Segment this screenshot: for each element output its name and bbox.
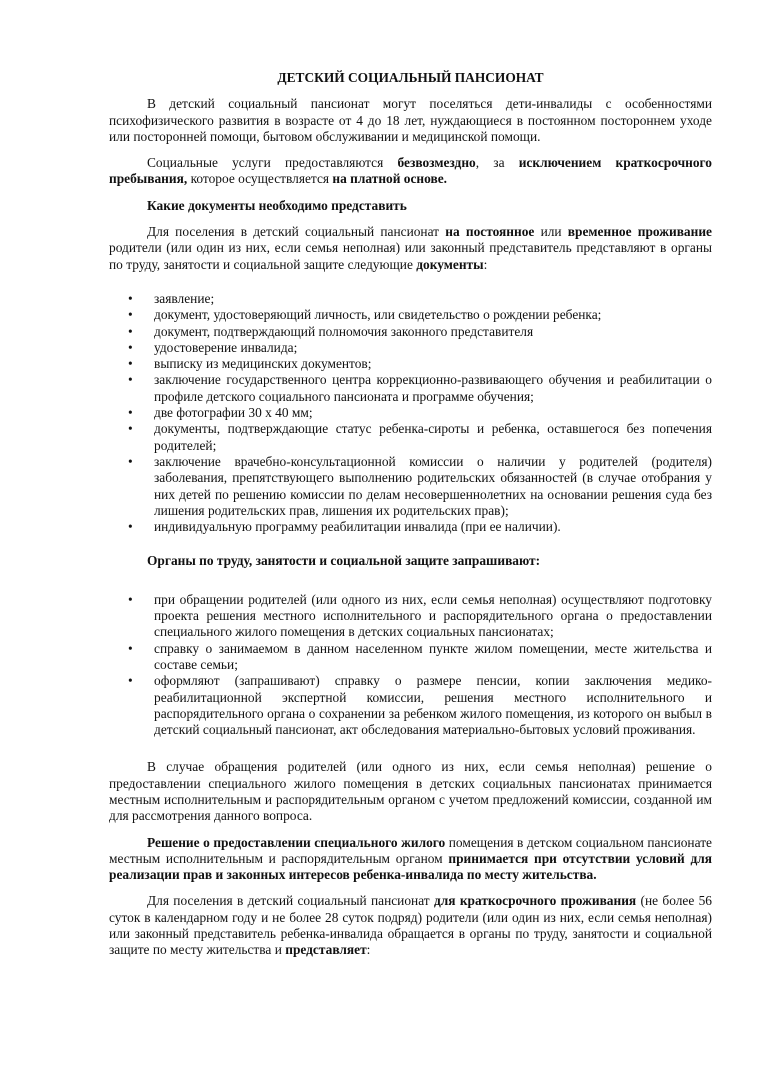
text-run: или (534, 224, 568, 240)
text-run: Для поселения в детский социальный пансионат (147, 224, 446, 240)
page-title: ДЕТСКИЙ СОЦИАЛЬНЫЙ ПАНСИОНАТ (277, 70, 544, 85)
documents-intro-paragraph (109, 224, 712, 273)
list-item: • выписку из медицинских документов; (109, 356, 712, 372)
short-stay-paragraph (109, 893, 712, 958)
list-item: • две фотографии 30 х 40 мм; (109, 405, 712, 421)
list-item: • заключение государственного центра коррекционно-развивающего обучения и реабилитации о профиле детского социального пансионата и программе обучения; (109, 372, 712, 405)
intro-paragraph: В детский социальный пансионат могут поселяться дети-инвалиды с особенностями психофизического развития в возрасте от 4 до 18 лет, нуждающиеся в постоянном постороннем уходе или посторонней помощи, бытовом обслуживании и медицинской помощи. (109, 96, 712, 144)
list-item: • заявление; (109, 291, 712, 307)
documents-heading: Какие документы необходимо представить (147, 197, 407, 213)
bold-run: исключением краткосрочного пребывания, (109, 155, 712, 187)
bold-run: представляет (285, 942, 367, 958)
text-run: (не более 56 суток в календарном году и не более 28 суток подряд) родители (или один из них, если семья неполная) или законный представитель ребенка-инвалида обращается в органы по труду, занятости и социальной защите по месту жительства и (109, 893, 712, 958)
list-item: • индивидуальную программу реабилитации инвалида (при ее наличии). (109, 519, 712, 535)
decision-paragraph: В случае обращения родителей (или одного из них, если семья неполная) решение о предоставлении специального жилого помещения в детских социальных пансионатах принимается местным исполнительным и распорядительным органом с учетом предложений комиссии, созданной им для рассмотрения данного вопроса. (109, 759, 712, 824)
bold-run: безвозмездно (397, 155, 476, 171)
bold-run: принимается при отсутствии условий для реализации прав и законных интересов ребенка-инвалида по месту жительства. (109, 850, 712, 883)
text-run: , за (475, 155, 519, 171)
list-item: • справку о занимаемом в данном населенном пункте жилом помещении, месте жительства и составе семьи; (109, 641, 712, 674)
text-run: родители (или один из них, если семья неполная) или законный представитель представляют в органы по труду, занятости и социальной защите следующие (109, 240, 712, 272)
bold-run: для краткосрочного проживания (433, 893, 637, 909)
bold-run: Решение о предоставлении специального жилого (147, 834, 446, 850)
list-item: • документ, удостоверяющий личность, или свидетельство о рождении ребенка; (109, 307, 712, 323)
requests-list (109, 592, 712, 739)
bold-run: на платной основе. (332, 171, 448, 187)
bold-run: документы (416, 256, 484, 272)
text-run: которое осуществляется (187, 171, 333, 187)
bold-run: на постоянное (445, 224, 535, 240)
list-item: • документы, подтверждающие статус ребенка-сироты и ребенка, оставшегося без попечения родителей; (109, 421, 712, 454)
text-run: : (366, 942, 371, 958)
bold-run: временное проживание (567, 224, 712, 240)
documents-list (109, 291, 712, 535)
list-item: • оформляют (запрашивают) справку о размере пенсии, копии заключения медико-реабилитационной экспертной комиссии, решения местного исполнительного и распорядительного органа о сохранении за ребенком жилого помещения, из которого он выбыл в детский социальный пансионат, акт обследования материально-бытовых условий проживания. (109, 673, 712, 738)
text-run: Социальные услуги предоставляются (147, 155, 398, 171)
list-item: • удостоверение инвалида; (109, 340, 712, 356)
text-run: : (483, 256, 488, 272)
text-run: Для поселения в детский социальный пансионат (147, 893, 434, 909)
list-item: • при обращении родителей (или одного из них, если семья неполная) осуществляют подготовку проекта решения местного исполнительного и распорядительного органа о предоставлении специального жилого помещения в детских социальных пансионатах; (109, 592, 712, 641)
housing-decision-paragraph (109, 835, 712, 884)
document-page (109, 70, 712, 959)
services-paragraph (109, 155, 712, 188)
requests-heading: Органы по труду, занятости и социальной защите запрашивают: (147, 553, 541, 569)
text-run: помещения в детском социальном пансионате местным исполнительным и распорядительным органом (109, 834, 712, 866)
list-item: • заключение врачебно-консультационной комиссии о наличии у родителей (родителя) заболевания, препятствующего выполнению родительских обязанностей (в случае отобрания у них детей по решению комиссии по делам несовершеннолетних на основании решения суда без лишения родительских прав, лишения их родительских прав); (109, 454, 712, 519)
list-item: • документ, подтверждающий полномочия законного представителя (109, 324, 712, 340)
